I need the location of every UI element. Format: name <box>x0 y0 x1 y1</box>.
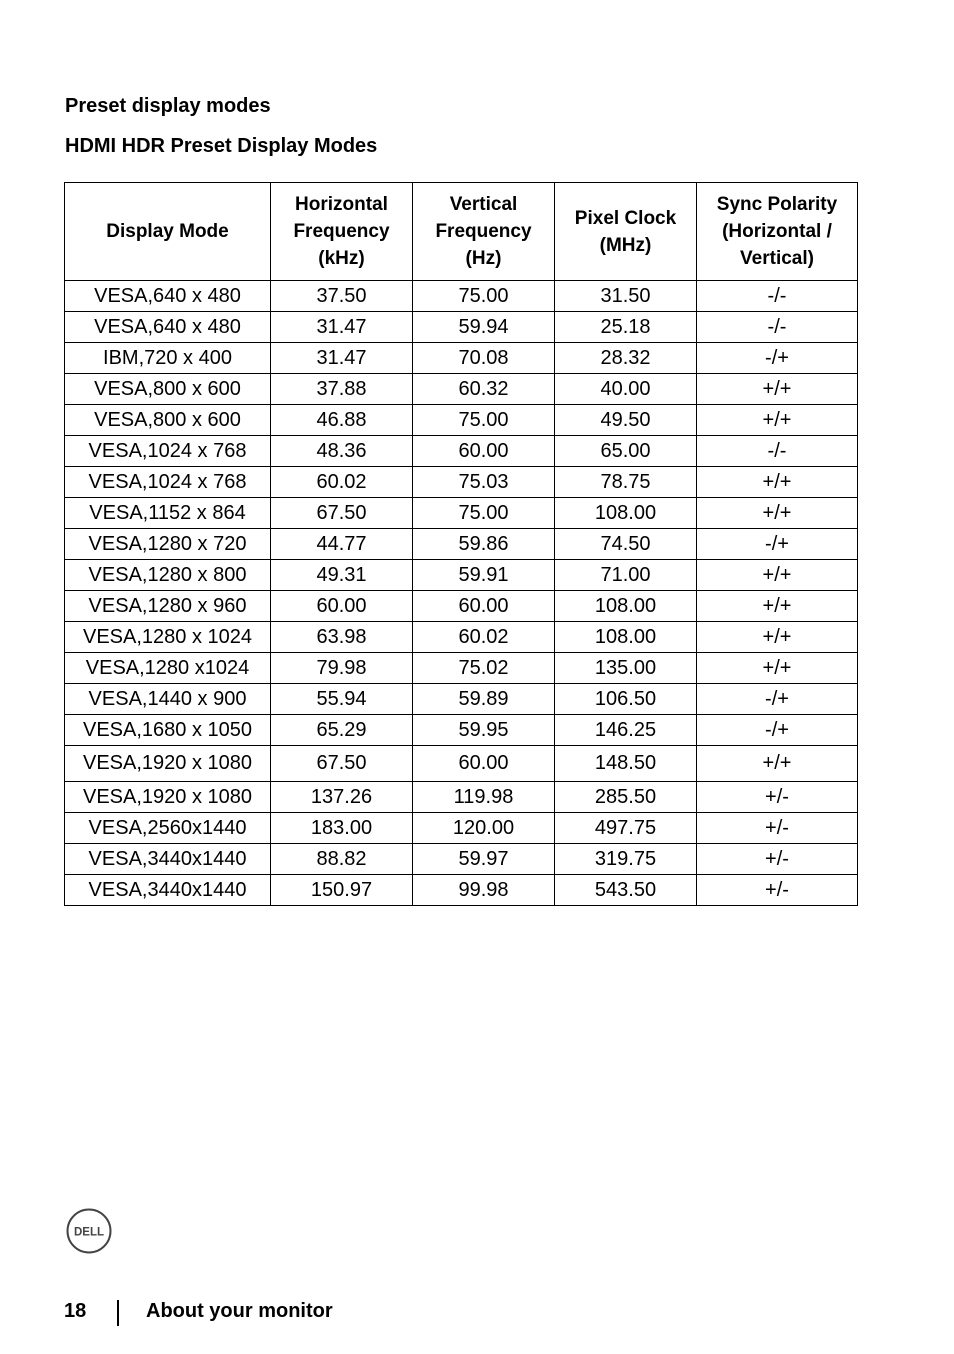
cell-vertical-frequency: 59.97 <box>413 844 555 875</box>
cell-horizontal-frequency: 67.50 <box>271 746 413 782</box>
header-sync-polarity: Sync Polarity (Horizontal / Vertical) <box>697 183 858 281</box>
cell-display-mode: VESA,1280 x 960 <box>65 591 271 622</box>
cell-sync-polarity: +/- <box>697 844 858 875</box>
cell-vertical-frequency: 59.94 <box>413 312 555 343</box>
cell-vertical-frequency: 70.08 <box>413 343 555 374</box>
table-row <box>65 746 858 782</box>
cell-pixel-clock: 146.25 <box>555 715 697 746</box>
cell-horizontal-frequency: 31.47 <box>271 312 413 343</box>
preset-modes-table <box>64 182 858 906</box>
cell-vertical-frequency: 75.00 <box>413 281 555 312</box>
footer-divider <box>117 1300 119 1326</box>
cell-vertical-frequency: 75.00 <box>413 498 555 529</box>
cell-pixel-clock: 285.50 <box>555 782 697 813</box>
cell-vertical-frequency: 59.91 <box>413 560 555 591</box>
cell-pixel-clock: 148.50 <box>555 746 697 782</box>
cell-sync-polarity: +/+ <box>697 560 858 591</box>
cell-sync-polarity: -/+ <box>697 529 858 560</box>
cell-sync-polarity: +/+ <box>697 653 858 684</box>
cell-display-mode: VESA,1280 x1024 <box>65 653 271 684</box>
table-title: HDMI HDR Preset Display Modes <box>65 135 378 157</box>
cell-vertical-frequency: 60.02 <box>413 622 555 653</box>
cell-pixel-clock: 108.00 <box>555 498 697 529</box>
cell-sync-polarity: +/+ <box>697 498 858 529</box>
cell-vertical-frequency: 59.89 <box>413 684 555 715</box>
cell-sync-polarity: +/+ <box>697 467 858 498</box>
table-row <box>65 591 858 622</box>
cell-pixel-clock: 319.75 <box>555 844 697 875</box>
cell-horizontal-frequency: 65.29 <box>271 715 413 746</box>
table-row <box>65 436 858 467</box>
cell-horizontal-frequency: 137.26 <box>271 782 413 813</box>
table-row <box>65 715 858 746</box>
header-display-mode: Display Mode <box>65 183 271 281</box>
table-row <box>65 343 858 374</box>
cell-horizontal-frequency: 48.36 <box>271 436 413 467</box>
cell-pixel-clock: 108.00 <box>555 591 697 622</box>
cell-pixel-clock: 31.50 <box>555 281 697 312</box>
cell-sync-polarity: +/- <box>697 782 858 813</box>
footer-section-title: About your monitor <box>146 1300 333 1322</box>
cell-horizontal-frequency: 88.82 <box>271 844 413 875</box>
cell-horizontal-frequency: 55.94 <box>271 684 413 715</box>
cell-display-mode: VESA,640 x 480 <box>65 281 271 312</box>
cell-display-mode: VESA,3440x1440 <box>65 844 271 875</box>
cell-sync-polarity: -/+ <box>697 343 858 374</box>
cell-pixel-clock: 49.50 <box>555 405 697 436</box>
cell-display-mode: VESA,1680 x 1050 <box>65 715 271 746</box>
cell-sync-polarity: -/+ <box>697 684 858 715</box>
cell-sync-polarity: -/- <box>697 281 858 312</box>
cell-vertical-frequency: 99.98 <box>413 875 555 906</box>
page-number: 18 <box>64 1300 87 1322</box>
table-row <box>65 374 858 405</box>
cell-sync-polarity: +/+ <box>697 591 858 622</box>
header-pixel-clock: Pixel Clock (MHz) <box>555 183 697 281</box>
cell-pixel-clock: 65.00 <box>555 436 697 467</box>
cell-display-mode: VESA,1280 x 800 <box>65 560 271 591</box>
table-row <box>65 875 858 906</box>
table-row <box>65 312 858 343</box>
table-header-row <box>65 183 858 281</box>
cell-display-mode: VESA,1440 x 900 <box>65 684 271 715</box>
cell-display-mode: VESA,1152 x 864 <box>65 498 271 529</box>
cell-display-mode: VESA,1280 x 1024 <box>65 622 271 653</box>
table-row <box>65 684 858 715</box>
dell-logo-text: DELL <box>73 1226 105 1239</box>
cell-vertical-frequency: 60.00 <box>413 436 555 467</box>
cell-pixel-clock: 28.32 <box>555 343 697 374</box>
cell-horizontal-frequency: 60.02 <box>271 467 413 498</box>
cell-display-mode: VESA,1920 x 1080 <box>65 746 271 782</box>
cell-display-mode: VESA,1920 x 1080 <box>65 782 271 813</box>
cell-sync-polarity: +/+ <box>697 746 858 782</box>
cell-sync-polarity: -/- <box>697 436 858 467</box>
cell-vertical-frequency: 60.00 <box>413 591 555 622</box>
cell-horizontal-frequency: 60.00 <box>271 591 413 622</box>
cell-sync-polarity: +/+ <box>697 405 858 436</box>
table-row <box>65 782 858 813</box>
cell-horizontal-frequency: 79.98 <box>271 653 413 684</box>
cell-pixel-clock: 78.75 <box>555 467 697 498</box>
cell-horizontal-frequency: 150.97 <box>271 875 413 906</box>
cell-display-mode: VESA,800 x 600 <box>65 374 271 405</box>
cell-horizontal-frequency: 49.31 <box>271 560 413 591</box>
dell-logo-icon <box>66 1208 112 1254</box>
cell-sync-polarity: -/- <box>697 312 858 343</box>
cell-horizontal-frequency: 46.88 <box>271 405 413 436</box>
cell-vertical-frequency: 75.02 <box>413 653 555 684</box>
table-row <box>65 467 858 498</box>
cell-display-mode: VESA,1280 x 720 <box>65 529 271 560</box>
cell-horizontal-frequency: 183.00 <box>271 813 413 844</box>
cell-horizontal-frequency: 63.98 <box>271 622 413 653</box>
cell-pixel-clock: 71.00 <box>555 560 697 591</box>
cell-sync-polarity: +/- <box>697 875 858 906</box>
cell-pixel-clock: 543.50 <box>555 875 697 906</box>
cell-display-mode: VESA,1024 x 768 <box>65 467 271 498</box>
cell-display-mode: VESA,800 x 600 <box>65 405 271 436</box>
cell-vertical-frequency: 60.32 <box>413 374 555 405</box>
table-row <box>65 653 858 684</box>
cell-vertical-frequency: 59.95 <box>413 715 555 746</box>
cell-display-mode: VESA,1024 x 768 <box>65 436 271 467</box>
cell-display-mode: IBM,720 x 400 <box>65 343 271 374</box>
cell-pixel-clock: 25.18 <box>555 312 697 343</box>
cell-pixel-clock: 497.75 <box>555 813 697 844</box>
table-row <box>65 498 858 529</box>
cell-horizontal-frequency: 37.88 <box>271 374 413 405</box>
header-vertical-frequency: Vertical Frequency (Hz) <box>413 183 555 281</box>
table-row <box>65 844 858 875</box>
header-horizontal-frequency: Horizontal Frequency (kHz) <box>271 183 413 281</box>
cell-horizontal-frequency: 31.47 <box>271 343 413 374</box>
cell-sync-polarity: -/+ <box>697 715 858 746</box>
cell-display-mode: VESA,640 x 480 <box>65 312 271 343</box>
cell-pixel-clock: 40.00 <box>555 374 697 405</box>
table-row <box>65 560 858 591</box>
table-body <box>65 281 858 906</box>
cell-pixel-clock: 108.00 <box>555 622 697 653</box>
cell-vertical-frequency: 75.03 <box>413 467 555 498</box>
table-row <box>65 622 858 653</box>
cell-display-mode: VESA,2560x1440 <box>65 813 271 844</box>
table-row <box>65 405 858 436</box>
section-title: Preset display modes <box>65 95 271 117</box>
cell-vertical-frequency: 60.00 <box>413 746 555 782</box>
cell-vertical-frequency: 120.00 <box>413 813 555 844</box>
cell-vertical-frequency: 59.86 <box>413 529 555 560</box>
table-row <box>65 281 858 312</box>
cell-horizontal-frequency: 44.77 <box>271 529 413 560</box>
cell-horizontal-frequency: 37.50 <box>271 281 413 312</box>
cell-sync-polarity: +/+ <box>697 374 858 405</box>
cell-horizontal-frequency: 67.50 <box>271 498 413 529</box>
table-row <box>65 529 858 560</box>
cell-vertical-frequency: 75.00 <box>413 405 555 436</box>
cell-sync-polarity: +/+ <box>697 622 858 653</box>
cell-pixel-clock: 74.50 <box>555 529 697 560</box>
cell-pixel-clock: 106.50 <box>555 684 697 715</box>
cell-display-mode: VESA,3440x1440 <box>65 875 271 906</box>
table-row <box>65 813 858 844</box>
cell-sync-polarity: +/- <box>697 813 858 844</box>
cell-vertical-frequency: 119.98 <box>413 782 555 813</box>
cell-pixel-clock: 135.00 <box>555 653 697 684</box>
